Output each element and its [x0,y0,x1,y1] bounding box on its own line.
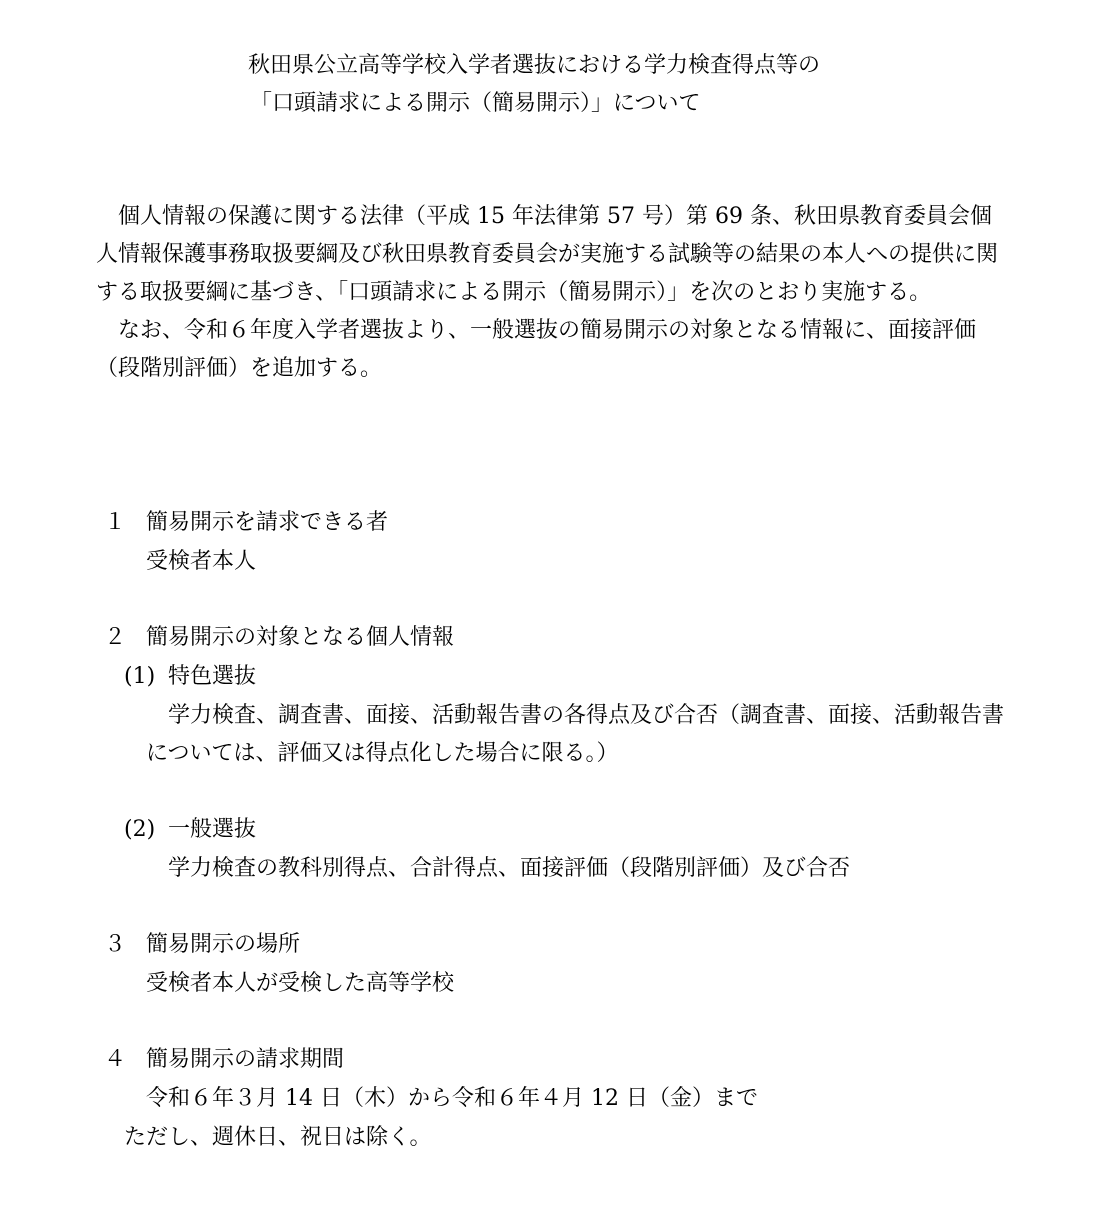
subsection-1-heading: 特色選抜 [168,664,257,689]
section-2-heading: 簡易開示の対象となる個人情報 [146,625,455,650]
section-3-number: ３ [104,932,127,957]
section-4-number: ４ [104,1047,127,1072]
document-title-line-1: 秋田県公立高等学校入学者選抜における学力検査得点等の [248,53,821,78]
document-title-line-2: 「口頭請求による開示（簡易開示）」について [250,91,701,116]
section-3-body: 受検者本人が受検した高等学校 [146,971,455,996]
section-4-body: 令和６年３月 14 日（木）から令和６年４月 12 日（金）まで [146,1086,758,1111]
section-4-heading: 簡易開示の請求期間 [146,1047,345,1072]
subsection-1-number: (1) [124,664,156,689]
intro-paragraph-1: 個人情報の保護に関する法律（平成 15 年法律第 57 号）第 69 条、秋田県教育委員会個人情報保護事務取扱要綱及び秋田県教育委員会が実施する試験等の結果の本人への提供に関する取扱要綱に基づき、「口頭請求による開示（簡易開示）」を次のとおり実施する。 [96,204,999,305]
subsection-2-number: (2) [124,817,156,842]
section-1-number: １ [104,510,127,535]
subsection-1-body: 学力検査、調査書、面接、活動報告書の各得点及び合否（調査書、面接、活動報告書については、評価又は得点化した場合に限る。） [146,703,1005,766]
section-4-note: ただし、週休日、祝日は除く。 [124,1125,432,1150]
section-1-heading: 簡易開示を請求できる者 [146,510,389,535]
subsection-2-body: 学力検査の教科別得点、合計得点、面接評価（段階別評価）及び合否 [168,856,851,881]
intro-section [96,198,1008,388]
intro-paragraph-2: なお、令和６年度入学者選抜より、一般選抜の簡易開示の対象となる情報に、面接評価（段階別評価）を追加する。 [96,318,977,381]
section-1-body: 受検者本人 [146,549,257,574]
section-2-number: ２ [104,625,127,650]
subsection-2-heading: 一般選抜 [168,817,257,842]
section-3-heading: 簡易開示の場所 [146,932,301,957]
